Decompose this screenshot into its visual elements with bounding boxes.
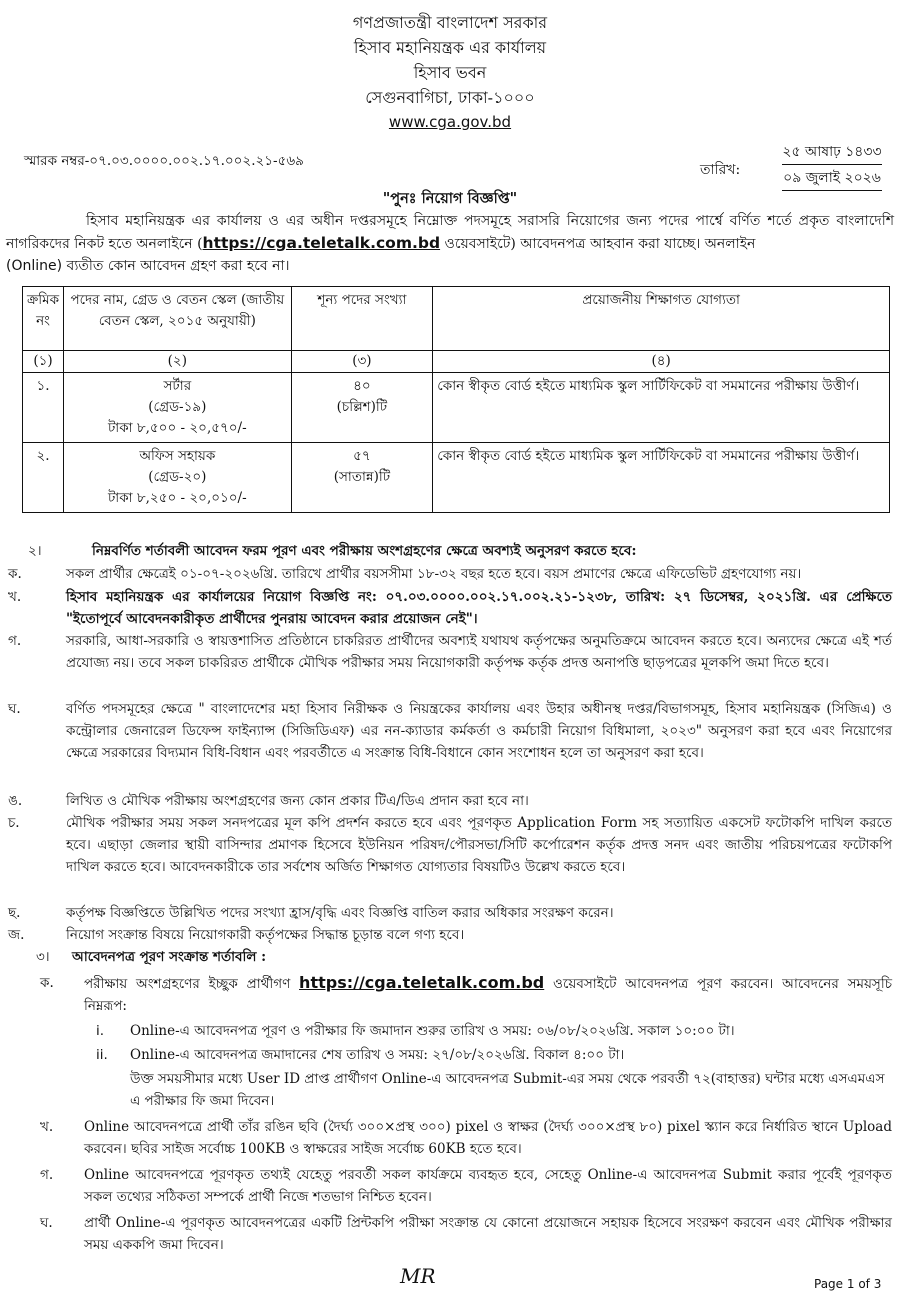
condition-text: হিসাব মহানিয়ন্ত্রক এর কার্যালয়ের নিয়োগ বিজ্ঞপ্তি নং: ০৭.০৩.০০০০.০০২.১৭.০০২.২১-১২৩৮, তারিখ: ২৭ ডিসেম্বর, ২০২১খ্রি. এর প্রেক্ষিতে "ইতোপূর্বে আবেদনকারীকৃত প্রার্থীদের পুনরায় আবেদন করার প্রয়োজন নেই"। xyxy=(66,589,892,627)
header-count: শূন্য পদের সংখ্যা xyxy=(291,287,433,351)
condition-text: কর্তৃপক্ষ বিজ্ঞপ্তিতে উল্লিখিত পদের সংখ্যা হ্রাস/বৃদ্ধি এবং বিজ্ঞপ্তি বাতিল করার অধিকার সংরক্ষণ করেন। xyxy=(66,905,614,921)
post-name: অফিস সহায়ক xyxy=(139,448,216,464)
col-number-2: (২) xyxy=(64,351,291,373)
condition-text: সকল প্রার্থীর ক্ষেত্রেই ০১-০৭-২০২৬খ্রি. তারিখে প্রার্থীর বয়সসীমা ১৮-৩২ বছর হতে হবে। বয়স প্রমাণের ক্ষেত্রে এফিডেভিট গ্রহণযোগ্য নয়। xyxy=(66,566,802,582)
col-number-3: (৩) xyxy=(291,351,433,373)
application-text xyxy=(84,972,892,1017)
building-name: হিসাব ভবন xyxy=(413,63,487,82)
schedule-note-text: উক্ত সময়সীমার মধ্যে User ID প্রাপ্ত প্রার্থীগণ Online-এ আবেদনপত্র Submit-এর সময় থেকে পরবর্তী ৭২(বাহাত্তর) ঘন্টার মধ্যে এসএমএস এ পরীক্ষার ফি জমা দিবেন। xyxy=(130,1071,885,1109)
office-name: হিসাব মহানিয়ন্ত্রক এর কার্যালয় xyxy=(353,38,547,57)
count-words: (সাতান্ন)টি xyxy=(333,469,391,485)
intro-text-3: ব্যতীত কোন আবেদন গ্রহণ করা হবে না। xyxy=(62,258,290,274)
post-grade: (গ্রেড-১৯) xyxy=(148,399,207,415)
row-post xyxy=(64,443,291,513)
application-label: ক. xyxy=(40,975,54,991)
row-count xyxy=(291,443,433,513)
application-label: গ. xyxy=(40,1167,54,1183)
table-column-numbers xyxy=(23,351,890,373)
count-number: ৫৭ xyxy=(353,448,371,464)
intro-text-1: হিসাব মহানিয়ন্ত্রক এর কার্যালয় ও এর অধীন দপ্তরসমূহে নিম্নোক্ত পদসমূহে সরাসরি নিয়োগের জন্য পদের পার্শ্বে বর্ণিত শর্তে প্রকৃত বাংলাদেশি নাগরিকদের নিকট হতে অনলাইনে ( xyxy=(6,213,894,252)
section-3-label: ৩। xyxy=(36,949,50,965)
condition-label: ছ. xyxy=(8,905,21,921)
condition-label: খ. xyxy=(8,589,22,605)
col-number-1: (১) xyxy=(23,351,64,373)
govt-name: গণপ্রজাতন্ত্রী বাংলাদেশ সরকার xyxy=(352,13,548,32)
intro-paragraph xyxy=(6,210,894,277)
teletalk-link[interactable]: https://cga.teletalk.com.bd xyxy=(202,234,441,252)
post-scale: টাকা ৮,২৫০ - ২০,০১০/- xyxy=(107,490,247,506)
application-label: খ. xyxy=(40,1119,54,1135)
table-header-row xyxy=(23,287,890,351)
post-name: সর্টার xyxy=(163,378,192,394)
col-number-4: (৪) xyxy=(433,351,890,373)
section-3-title: আবেদনপত্র পূরণ সংক্রান্ত শর্তাবলি : xyxy=(72,949,267,965)
schedule-text: Online-এ আবেদনপত্র পূরণ ও পরীক্ষার ফি জমাদান শুরুর তারিখ ও সময়: ০৬/০৮/২০২৬খ্রি. সকাল ১০:০০ টা। xyxy=(130,1023,735,1039)
page-number: Page 1 of 3 xyxy=(814,1277,882,1291)
condition-text: মৌখিক পরীক্ষার সময় সকল সনদপত্রের মূল কপি প্রদর্শন করতে হবে এবং পূরণকৃত Application Form সহ সত্যায়িত একসেট ফটোকপি দাখিল করতে হবে। এছাড়া জেলার স্থায়ী বাসিন্দার প্রমাণক হিসেবে ইউনিয়ন পরিষদ/পৌরসভা/সিটি কর্পোরেশন কর্তৃক প্রদত্ত সনদ এবং জাতীয় পরিচয়পত্রের ফটোকপি দাখিল করতে হবে। আবেদনকারীকে তার সর্বশেষ অর্জিত শিক্ষাগত যোগ্যতার বিষয়টিও উল্লেখ করতে হবে। xyxy=(66,815,892,875)
section-2-label: ২। xyxy=(28,543,42,559)
row-post xyxy=(64,373,291,443)
post-scale: টাকা ৮,৫০০ - ২০,৫৭০/- xyxy=(107,420,247,436)
condition-text: সরকারি, আধা-সরকারি ও স্বায়ত্তশাসিত প্রতিষ্ঠানে চাকরিরত প্রার্থীদের অবশ্যই যথাযথ কর্তৃপক্ষের অনুমতিক্রমে আবেদন করতে হবে। অন্যদের ক্ষেত্রে এই শর্ত প্রযোজ্য নয়। তবে সকল চাকরিরত প্রার্থীকে মৌখিক পরীক্ষার সময় নিয়োগকারী কর্তৃপক্ষ কর্তৃক প্রদত্ত অনাপত্তি ছাড়পত্রের মূলকপি জমা দিতে হবে। xyxy=(66,633,892,671)
intro-online: (Online) xyxy=(6,258,63,274)
section-2-title: নিম্নবর্ণিত শর্তাবলী আবেদন ফরম পূরণ এবং পরীক্ষায় অংশগ্রহণের ক্ষেত্রে অবশ্যই অনুসরণ করতে হবে: xyxy=(92,543,637,559)
condition-label: গ. xyxy=(8,633,22,649)
date-english: ০৯ জুলাই ২০২৬ xyxy=(782,168,882,191)
application-text: Online আবেদনপত্রে প্রার্থী তাঁর রঙিন ছবি (দৈর্ঘ্য ৩০০×প্রস্থ ৩০০) pixel ও স্বাক্ষর (দৈর্ঘ্য ৩০০×প্রস্থ ৮০) pixel স্ক্যান করে নির্ধারিত স্থানে Upload করবেন। ছবির সাইজ সর্বোচ্চ 100KB ও স্বাক্ষরের সাইজ সর্বোচ্চ 60KB হতে হবে। xyxy=(84,1119,892,1157)
header-post: পদের নাম, গ্রেড ও বেতন স্কেল (জাতীয় বেতন স্কেল, ২০১৫ অনুযায়ী) xyxy=(64,287,291,351)
row-serial: ২. xyxy=(23,443,64,513)
table-row xyxy=(23,443,890,513)
row-qualification: কোন স্বীকৃত বোর্ড হইতে মাধ্যমিক স্কুল সার্টিফিকেট বা সমমানের পরীক্ষায় উত্তীর্ণ। xyxy=(433,443,890,513)
count-number: ৪০ xyxy=(353,378,371,394)
signature-initials: MR xyxy=(400,1264,436,1288)
condition-label: ঘ. xyxy=(8,701,21,717)
office-address: সেগুনবাগিচা, ঢাকা-১০০০ xyxy=(365,88,535,107)
header-serial: ক্রমিক নং xyxy=(23,287,64,351)
application-label: ঘ. xyxy=(40,1215,53,1231)
header-qualification: প্রয়োজনীয় শিক্ষাগত যোগ্যতা xyxy=(433,287,890,351)
intro-text-2: ওয়েবসাইটে) আবেদনপত্র আহবান করা যাচ্ছে। অনলাইন xyxy=(440,236,756,252)
condition-text: বর্ণিত পদসমূহের ক্ষেত্রে " বাংলাদেশের মহা হিসাব নিরীক্ষক ও নিয়ন্ত্রকের কার্যালয় এবং উহার অধীনস্থ দপ্তর/বিভাগসমূহ, হিসাব মহানিয়ন্ত্রক (সিজিএ) ও কন্ট্রোলার জেনারেল ডিফেন্স ফাইন্যান্স (সিজিডিএফ) এর নন-ক্যাডার কর্মকর্তা ও কর্মচারী নিয়োগ বিধিমালা, ২০২৩" অনুসরণ করা হবে এবং নিয়োগের ক্ষেত্রে সরকারের বিদ্যমান বিধি-বিধান এবং পরবর্তীতে এ সংক্রান্ত বিধি-বিধানে কোন সংশোধন হলে তা অনুসরণ করা হবে। xyxy=(66,701,892,761)
schedule-label: i. xyxy=(96,1023,105,1039)
condition-label: জ. xyxy=(8,927,25,943)
teletalk-link-2[interactable]: https://cga.teletalk.com.bd xyxy=(299,973,545,992)
table-row xyxy=(23,373,890,443)
website-link[interactable]: www.cga.gov.bd xyxy=(388,113,512,131)
application-text-2: ওয়েবসাইটে আবেদনপত্র পূরণ করবেন। আবেদনের সময়সূচি নিম্নরূপ: xyxy=(84,976,893,1014)
application-text-1: পরীক্ষায় অংশগ্রহণের ইচ্ছুক প্রার্থীগণ xyxy=(84,976,300,992)
schedule-text: Online-এ আবেদনপত্র জমাদানের শেষ তারিখ ও সময়: ২৭/০৮/২০২৬খ্রি. বিকাল ৪:০০ টা। xyxy=(130,1047,625,1063)
condition-label: ঙ. xyxy=(8,793,23,809)
notice-title: "পুনঃ নিয়োগ বিজ্ঞপ্তি" xyxy=(382,190,518,207)
application-text: প্রার্থী Online-এ পূরণকৃত আবেদনপত্রের একটি প্রিন্টকপি পরীক্ষা সংক্রান্ত যে কোনো প্রয়োজনে সহায়ক হিসেবে সংরক্ষণ করবেন এবং মৌখিক পরীক্ষার সময় এককপি জমা দিবেন। xyxy=(84,1215,892,1253)
condition-text: নিয়োগ সংক্রান্ত বিষয়ে নিয়োগকারী কর্তৃপক্ষের সিদ্ধান্ত চূড়ান্ত বলে গণ্য হবে। xyxy=(66,927,465,943)
letterhead xyxy=(0,10,900,135)
count-words: (চল্লিশ)টি xyxy=(336,399,388,415)
date-bangla: ২৫ আষাঢ় ১৪৩৩ xyxy=(782,142,882,165)
posts-table xyxy=(22,286,890,513)
condition-label: চ. xyxy=(8,815,20,831)
post-grade: (গ্রেড-২০) xyxy=(148,469,207,485)
memo-number: স্মারক নম্বর-০৭.০৩.০০০০.০০২.১৭.০০২.২১-৫৬৯ xyxy=(24,153,304,169)
schedule-label: ii. xyxy=(96,1047,108,1063)
row-count xyxy=(291,373,433,443)
application-text: Online আবেদনপত্রে পূরণকৃত তথ্যই যেহেতু পরবর্তী সকল কার্যক্রমে ব্যবহৃত হবে, সেহেতু Online-এ আবেদনপত্র Submit করার পূর্বেই পূরণকৃত সকল তথ্যের সঠিকতা সম্পর্কে প্রার্থী নিজে শতভাগ নিশ্চিত হবেন। xyxy=(84,1167,892,1205)
condition-text: লিখিত ও মৌখিক পরীক্ষায় অংশগ্রহণের জন্য কোন প্রকার টিএ/ডিএ প্রদান করা হবে না। xyxy=(66,793,529,809)
date-label: তারিখ: xyxy=(700,162,741,178)
row-serial: ১. xyxy=(23,373,64,443)
row-qualification: কোন স্বীকৃত বোর্ড হইতে মাধ্যমিক স্কুল সার্টিফিকেট বা সমমানের পরীক্ষায় উত্তীর্ণ। xyxy=(433,373,890,443)
condition-label: ক. xyxy=(8,566,22,582)
